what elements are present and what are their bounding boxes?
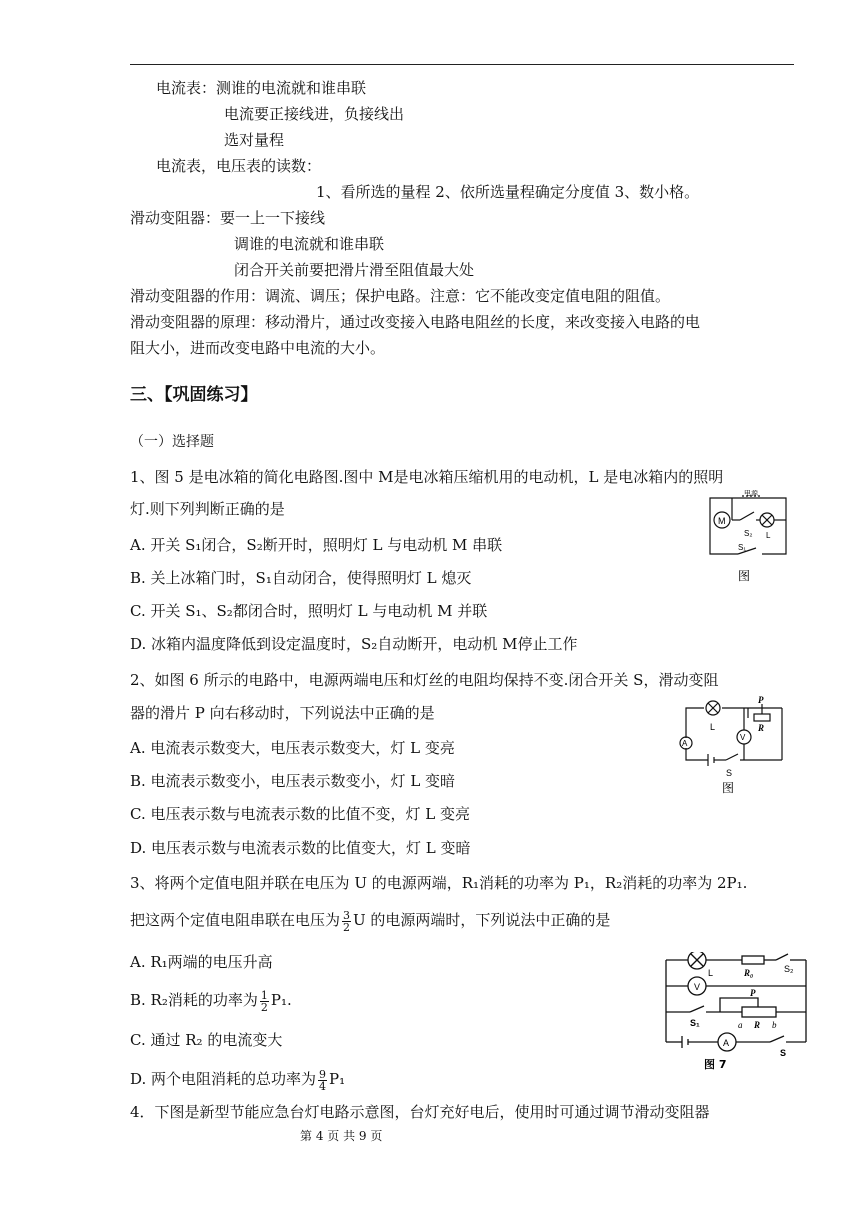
figure-5-circuit bbox=[700, 490, 796, 586]
fig6-caption: 图 bbox=[722, 781, 735, 795]
fig6-label-l: L bbox=[710, 722, 716, 732]
q3-option-d-text: D. 两个电阻消耗的总功率为 bbox=[130, 1070, 317, 1088]
note-line: 电流表：测谁的电流就和谁串联 bbox=[156, 79, 367, 97]
note-line: 阻大小，进而改变电路中电流的大小。 bbox=[130, 339, 386, 357]
note-line: 滑动变阻器的原理：移动滑片，通过改变接入电路电阻丝的长度，来改变接入电路的电 bbox=[130, 313, 701, 331]
q2-option-a: A. 电流表示数变大，电压表示数变大，灯 L 变亮 bbox=[130, 739, 455, 757]
q4-stem-line: 4．下图是新型节能应急台灯电路示意图，台灯充好电后，使用时可通过调节滑动变阻器 bbox=[130, 1103, 710, 1121]
q1-stem-line: 1、图 5 是电冰箱的简化电路图.图中 M是电冰箱压缩机用的电动机，L 是电冰箱内的照明 bbox=[130, 468, 724, 486]
fraction bbox=[260, 990, 269, 1013]
figure-6-circuit bbox=[678, 694, 796, 798]
fraction-numerator: 3 bbox=[343, 908, 351, 922]
q2-option-b: B. 电流表示数变小，电压表示数变小，灯 L 变暗 bbox=[130, 772, 456, 790]
q3-option-d-text: P₁ bbox=[329, 1070, 346, 1088]
fig7-label-s: S bbox=[780, 1048, 787, 1058]
fig6-label-p: P bbox=[758, 695, 764, 705]
q3-stem-line: 3、将两个定值电阻并联在电压为 U 的电源两端，R₁消耗的功率为 P₁，R₂消耗的功率为 2P₁. bbox=[130, 874, 748, 892]
figure-7-circuit bbox=[660, 952, 810, 1074]
fraction-numerator: 9 bbox=[319, 1067, 327, 1081]
fig5-label-s2: S₂ bbox=[744, 529, 753, 538]
section-subtitle: （一）选择题 bbox=[130, 434, 214, 450]
note-line: 选对量程 bbox=[224, 131, 285, 149]
fig7-label-v: V bbox=[694, 982, 701, 992]
note-line: 滑动变阻器的作用：调流、调压；保护电路。注意：它不能改变定值电阻的阻值。 bbox=[130, 287, 671, 305]
q1-stem-line: 灯.则下列判断正确的是 bbox=[130, 500, 285, 518]
fig5-label-l: L bbox=[766, 531, 771, 540]
fig7-label-r0: R₀ bbox=[744, 968, 754, 978]
note-line: 闭合开关前要把滑片滑至阻值最大处 bbox=[234, 261, 475, 279]
fig6-label-v: V bbox=[740, 733, 746, 742]
fig7-label-l: L bbox=[708, 968, 714, 978]
q3-option-b-text: B. R₂消耗的功率为 bbox=[130, 991, 258, 1009]
q3-option-c: C. 通过 R₂ 的电流变大 bbox=[130, 1031, 283, 1049]
q3-stem-text: 把这两个定值电阻串联在电压为 bbox=[130, 911, 341, 929]
fig5-label-s1: S₁ bbox=[738, 543, 747, 552]
note-line: 滑动变阻器：要一上一下接线 bbox=[130, 209, 326, 227]
q3-option-b-text: P₁. bbox=[270, 991, 292, 1009]
q3-stem-line bbox=[130, 906, 610, 934]
fig7-label-p: P bbox=[750, 988, 756, 998]
fraction bbox=[318, 1069, 327, 1092]
note-line: 电流要正接线进，负接线出 bbox=[224, 105, 405, 123]
fig7-label-s1: S₁ bbox=[690, 1018, 700, 1028]
fig5-caption: 图 bbox=[738, 569, 751, 583]
fig7-label-s2: S₂ bbox=[784, 964, 794, 974]
fig6-label-r: R bbox=[758, 723, 765, 733]
note-line: 电流表，电压表的读数： bbox=[156, 157, 322, 175]
q3-option-a: A. R₁两端的电压升高 bbox=[130, 953, 273, 971]
q1-option-b: B. 关上冰箱门时，S₁自动闭合，使得照明灯 L 熄灭 bbox=[130, 569, 472, 587]
fraction-denominator: 2 bbox=[260, 1000, 268, 1014]
q1-option-a: A. 开关 S₁闭合，S₂断开时，照明灯 L 与电动机 M 串联 bbox=[130, 536, 503, 554]
note-line: 1、看所选的量程 2、依所选量程确定分度值 3、数小格。 bbox=[316, 183, 700, 201]
page-footer: 第 4 页 共 9 页 bbox=[300, 1129, 383, 1143]
fig7-label-r: R bbox=[754, 1020, 761, 1030]
fraction bbox=[342, 910, 351, 933]
fig7-label-b-end: b bbox=[772, 1020, 777, 1030]
fig5-label-m: M bbox=[718, 516, 726, 526]
q2-option-d: D. 电压表示数与电流表示数的比值变大，灯 L 变暗 bbox=[130, 839, 471, 857]
q2-stem-line: 器的滑片 P 向右移动时，下列说法中正确的是 bbox=[130, 704, 435, 722]
q3-option-b bbox=[130, 986, 292, 1014]
q3-option-d bbox=[130, 1065, 345, 1093]
note-line: 调谁的电流就和谁串联 bbox=[234, 235, 385, 253]
q3-stem-text: U 的电源两端时，下列说法中正确的是 bbox=[353, 911, 611, 929]
header-rule bbox=[130, 64, 794, 65]
fraction-denominator: 4 bbox=[319, 1079, 327, 1093]
fig7-label-a: A bbox=[723, 1038, 730, 1048]
fig7-label-a-end: a bbox=[738, 1020, 743, 1030]
q2-option-c: C. 电压表示数与电流表示数的比值不变，灯 L 变亮 bbox=[130, 805, 470, 823]
fig6-label-a: A bbox=[682, 739, 688, 748]
q1-option-d: D. 冰箱内温度降低到设定温度时，S₂自动断开，电动机 M停止工作 bbox=[130, 635, 578, 653]
fraction-denominator: 2 bbox=[343, 920, 351, 934]
fraction-numerator: 1 bbox=[260, 988, 268, 1002]
fig6-label-s: S bbox=[726, 768, 733, 778]
q2-stem-line: 2、如图 6 所示的电路中，电源两端电压和灯丝的电阻均保持不变.闭合开关 S，滑动变阻 bbox=[130, 671, 719, 689]
fig5-label-source: 电源 bbox=[744, 490, 758, 497]
q1-option-c: C. 开关 S₁、S₂都闭合时，照明灯 L 与电动机 M 并联 bbox=[130, 602, 488, 620]
section-title: 三、【巩固练习】 bbox=[130, 385, 258, 405]
fig7-caption: 图 7 bbox=[704, 1058, 727, 1071]
